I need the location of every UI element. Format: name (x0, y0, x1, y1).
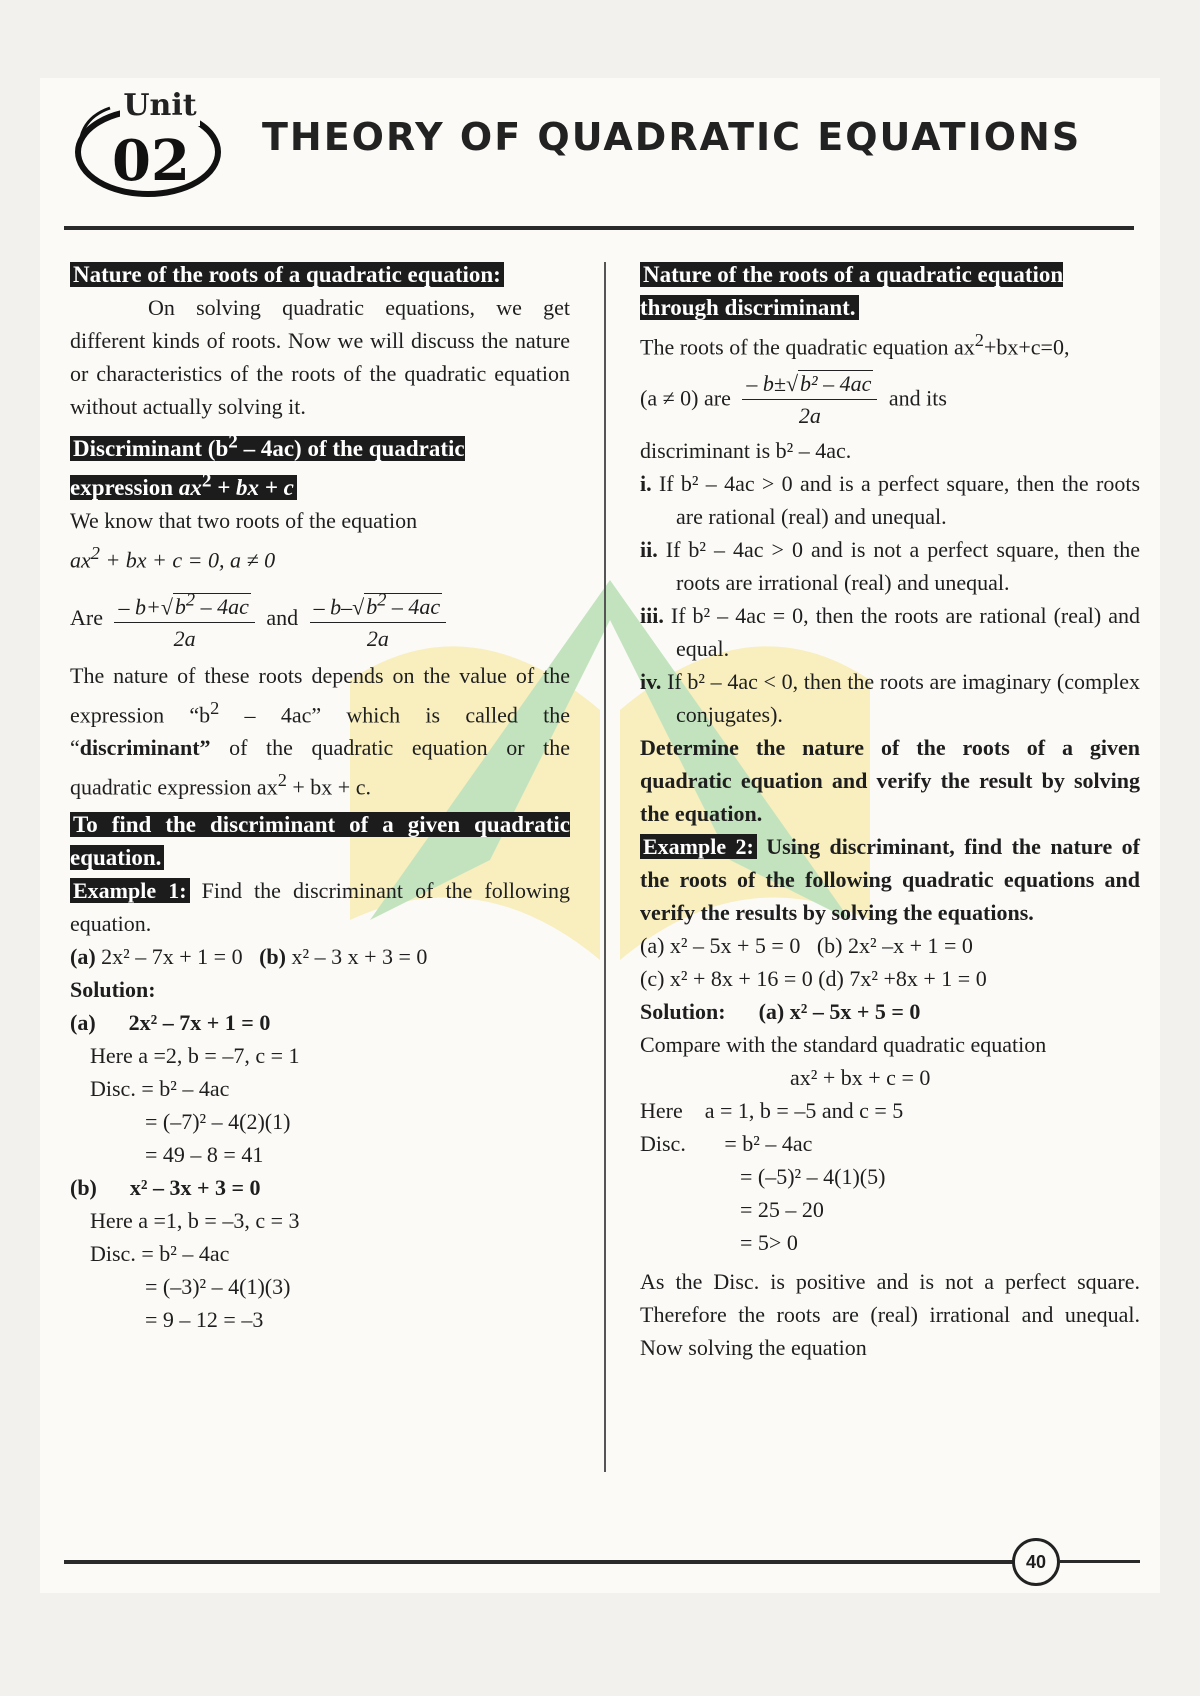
solution-b-values: Here a =1, b = –3, c = 3 (90, 1207, 300, 1233)
heading-find-discriminant: To find the discriminant of a given quadratic equation. (70, 811, 570, 870)
header-rule (64, 226, 1134, 230)
solution-b-step2: = 9 – 12 = –3 (145, 1306, 264, 1332)
example-1: Example 1: Find the discriminant of the following equation. (70, 877, 570, 936)
right-column (640, 258, 1140, 1364)
paragraph-discriminant-definition: The nature of these roots depends on the value of the expression “$b^2 - 4ac$” which is called the “discriminant” of the quadratic equation or the quadratic expression $ax^2$ + bx + c. (70, 662, 570, 800)
footer-rule-end (1060, 1560, 1140, 1563)
example-2-row2: (c) x² + 8x + 16 = 0 (d) 7x² +8x + 1 = 0 (640, 966, 987, 992)
root-minus-fraction: $\frac{- b-√b^2 - 4ac}{2a}$ (310, 585, 447, 655)
roots-formula-right: (a ≠ 0) are $\frac{\text{– b±√b² – 4ac}}{2a}$ and its (640, 369, 1140, 432)
solution-a-step2: = 49 – 8 = 41 (145, 1141, 264, 1167)
root-plus-fraction: $\frac{- b+√b^2 - 4ac}{2a}$ (114, 585, 254, 655)
page-number: 40 (1012, 1538, 1060, 1586)
equation-general: $ax^2$ + bx + c = 0, a ≠ 0 (70, 543, 276, 573)
paragraph-two-roots: We know that two roots of the equation (70, 508, 418, 534)
disc-step2: = (–5)² – 4(1)(5) (740, 1164, 886, 1190)
solution-label: Solution: (70, 976, 156, 1002)
conclusion-paragraph: As the Disc. is positive and is not a perfect square. Therefore the roots are (real) irrational and unequal. Now solving the equation (640, 1269, 1140, 1361)
case-item: ii. If b² – 4ac > 0 and is not a perfect square, then the roots are irrational (real) and unequal. (640, 537, 1141, 596)
discriminant-statement: discriminant is b² – 4ac. (640, 438, 852, 464)
disc-step3: = 25 – 20 (740, 1197, 824, 1223)
solution-b-equation: (b) x² – 3x + 3 = 0 (70, 1174, 261, 1200)
cases-list (640, 467, 1140, 731)
root-plusminus-fraction: $\frac{\text{– b±√b² – 4ac}}{2a}$ (742, 369, 877, 432)
example-2: Example 2: Using discriminant, find the nature of the roots of the following quadratic equations and verify the results by solving the equations. (640, 834, 1140, 926)
disc-line: Disc. = b² – 4ac (640, 1131, 813, 1157)
standard-equation: ax² + bx + c = 0 (790, 1065, 931, 1091)
here-values: Here a = 1, b = –5 and c = 5 (640, 1098, 904, 1124)
roots-formula: Are $\frac{- b+√b^2 - 4ac}{2a}$ and $\frac{- b-√b^2 - 4ac}{2a}$ (70, 585, 570, 655)
solution-a-values: Here a =2, b = –7, c = 1 (90, 1042, 300, 1068)
footer-rule (64, 1560, 1014, 1564)
compare-line: Compare with the standard quadratic equation (640, 1032, 1047, 1058)
intro-paragraph: On solving quadratic equations, we get different kinds of roots. Now we will discuss the nature or characteristics of the roots of the quadratic equation without actually solving it. (70, 295, 570, 419)
solution-b-step1: = (–3)² – 4(1)(3) (145, 1273, 291, 1299)
disc-step4: = 5> 0 (740, 1230, 798, 1256)
roots-of-equation-line: The roots of the quadratic equation $ax^2+bx+c=0$, (640, 330, 1070, 360)
column-divider (604, 262, 606, 1472)
heading-discriminant: Discriminant $(b^2 - 4ac)$ of the quadratic expression $ax^2$ + bx + c (70, 431, 465, 501)
heading-nature-through-discriminant: Nature of the roots of a quadratic equation through discriminant. (640, 262, 1064, 320)
example-2-label: Example 2: (640, 834, 757, 859)
heading-nature-of-roots: Nature of the roots of a quadratic equation: (70, 262, 504, 287)
solution-a-equation: (a) 2x² – 7x + 1 = 0 (70, 1009, 271, 1035)
case-item: i. If b² – 4ac > 0 and is a perfect square, then the roots are rational (real) and unequal. (640, 471, 1141, 530)
unit-number: 02 (112, 128, 190, 194)
case-item: iv. If b² – 4ac < 0, then the roots are imaginary (complex conjugates). (640, 669, 1140, 728)
heading-determine-nature: Determine the nature of the roots of a given quadratic equation and verify the result by solving the equation. (640, 735, 1140, 827)
example-2-row1: (a) x² – 5x + 5 = 0 (b) 2x² –x + 1 = 0 (640, 933, 973, 959)
example-1-equations: (a) 2x² – 7x + 1 = 0 (b) x² – 3 x + 3 = 0 (70, 943, 428, 969)
page-title: THEORY OF QUADRATIC EQUATIONS (262, 115, 1082, 159)
solution-a-disc: Disc. = b² – 4ac (90, 1075, 230, 1101)
case-item: iii. If b² – 4ac = 0, then the roots are rational (real) and equal. (640, 603, 1141, 662)
solution-b-disc: Disc. = b² – 4ac (90, 1240, 230, 1266)
unit-label: Unit (120, 88, 200, 126)
solution-right: Solution: (a) x² – 5x + 5 = 0 (640, 999, 921, 1025)
left-column (70, 258, 570, 1336)
example-1-label: Example 1: (70, 878, 190, 903)
solution-a-step1: = (–7)² – 4(2)(1) (145, 1108, 291, 1134)
